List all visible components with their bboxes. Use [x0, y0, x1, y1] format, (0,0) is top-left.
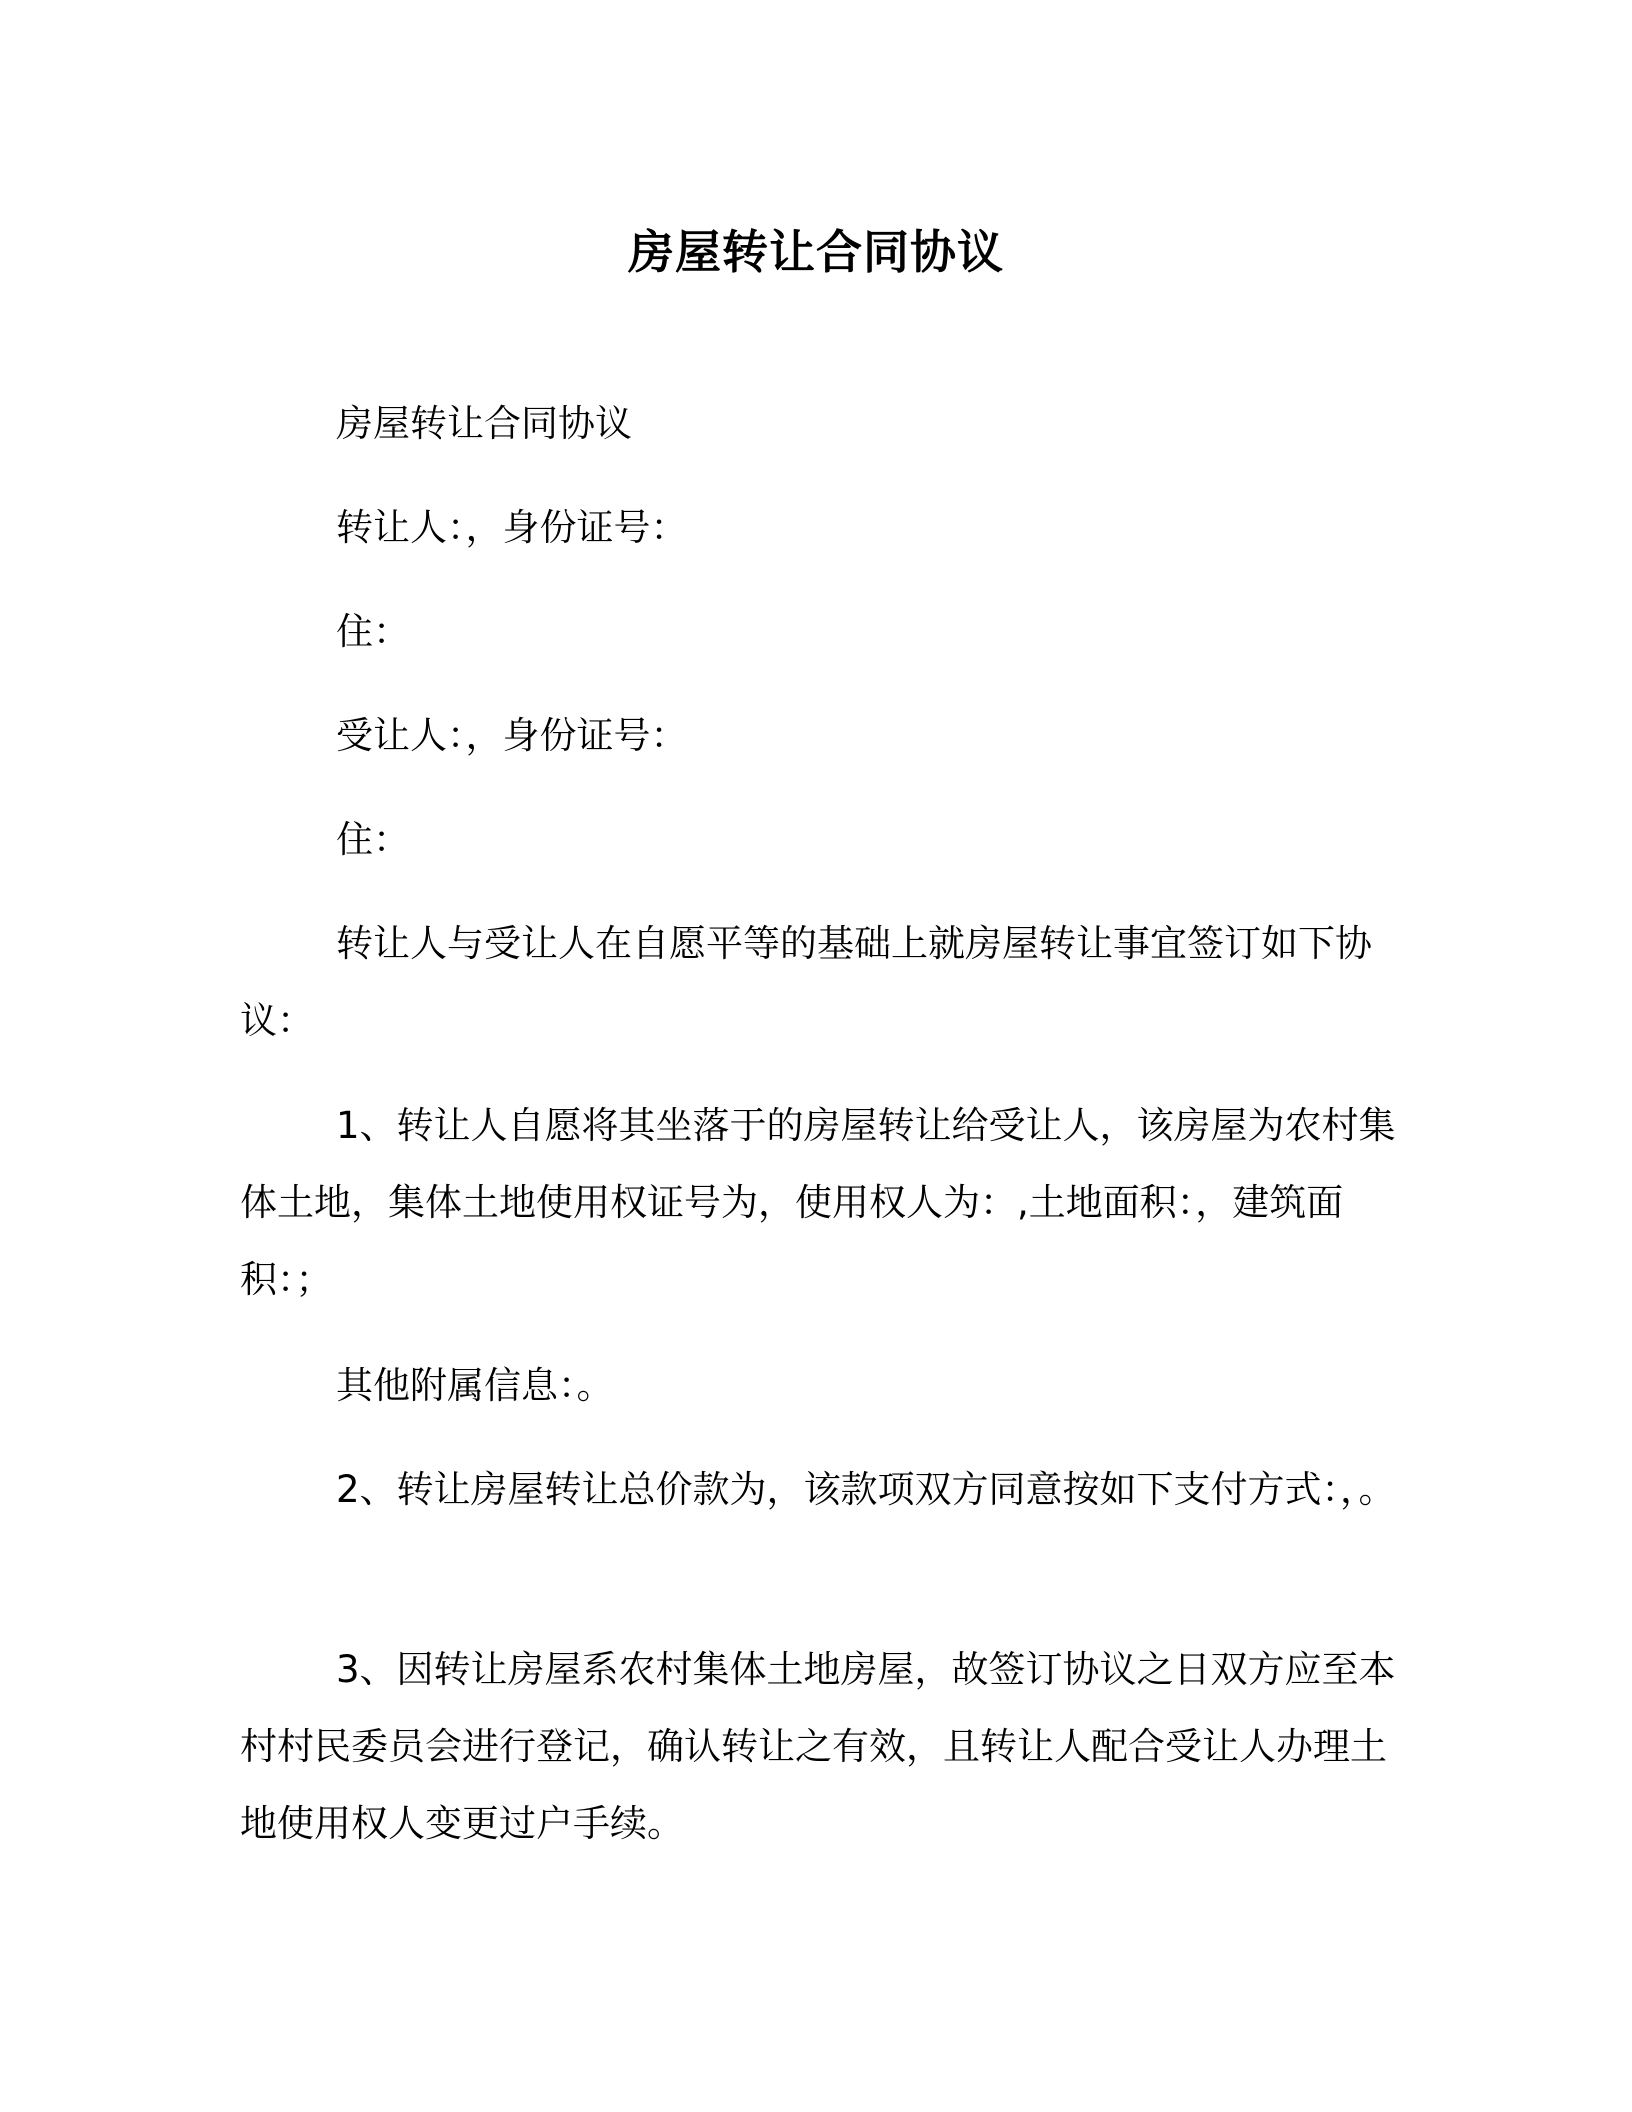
paragraph-other-info: 其他附属信息：。	[336, 1364, 614, 1407]
paragraph-transferee: 受让人：，身份证号：	[336, 714, 688, 757]
paragraph-clause-1: 1、转让人自愿将其坐落于的房屋转让给受让人，该房屋为农村集体土地，集体土地使用权证号为，使用权人为：,土地面积：，建筑面积：；	[240, 1104, 1396, 1301]
paragraph-clause-2: 2、转让房屋转让总价款为，该款项双方同意按如下支付方式：，。	[336, 1468, 1396, 1511]
paragraph-transferee-address: 住：	[336, 818, 410, 861]
paragraph-clause-3: 3、因转让房屋系农村集体土地房屋，故签订协议之日双方应至本村村民委员会进行登记，确认转让之有效，且转让人配合受让人办理土地使用权人变更过户手续。	[240, 1648, 1396, 1845]
paragraph-transferor: 转让人：，身份证号：	[336, 506, 688, 549]
document-title: 房屋转让合同协议	[628, 225, 1004, 279]
paragraph-transferor-address: 住：	[336, 610, 410, 653]
paragraph-subtitle: 房屋转让合同协议	[336, 402, 632, 445]
paragraph-preamble: 转让人与受让人在自愿平等的基础上就房屋转让事宜签订如下协议：	[240, 922, 1372, 1042]
